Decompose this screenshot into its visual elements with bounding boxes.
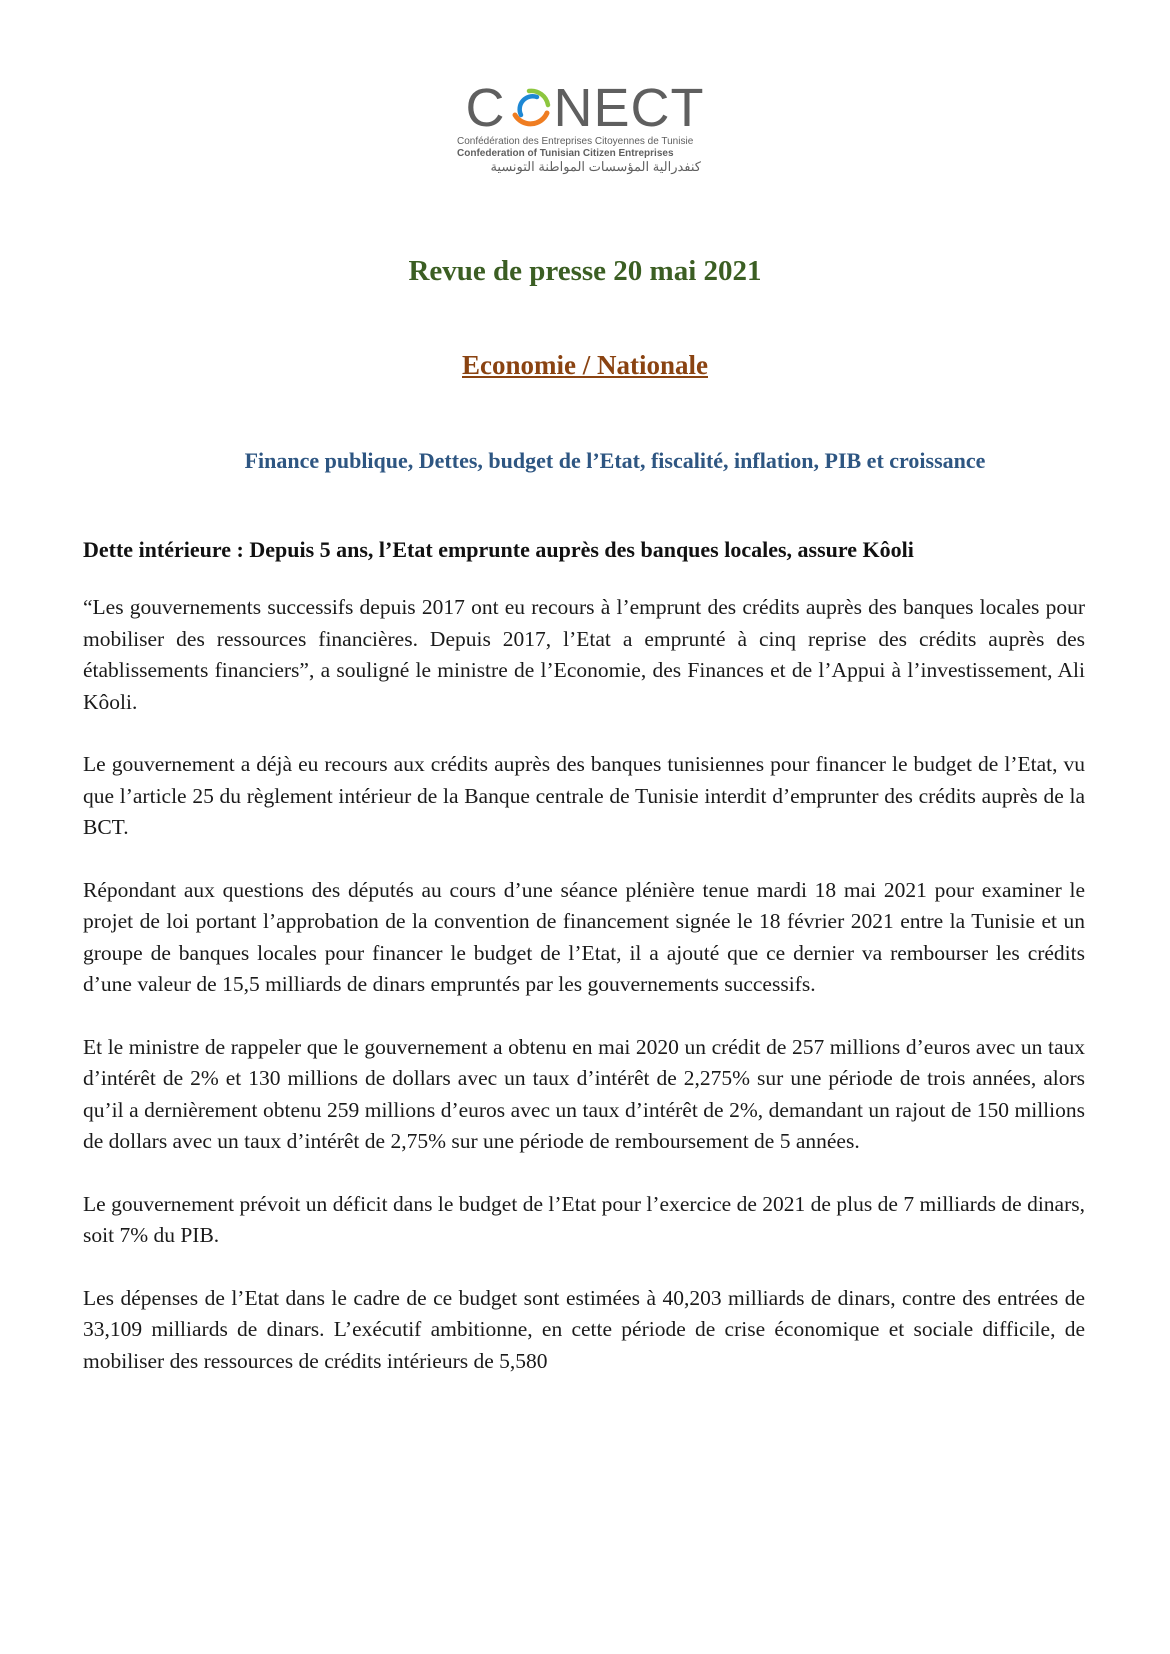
section-heading: Economie / Nationale — [462, 350, 708, 380]
article-paragraph: “Les gouvernements successifs depuis 2017 ont eu recours à l’emprunt des crédits auprès des banques locales pour mobiliser des ressources financières. Depuis 2017, l’Etat a emprunté à cinq reprise des crédits auprès des établissements financiers”, a souligné le ministre de l’Economie, des Finances et de l’Appui à l’investissement, Ali Kôoli. — [83, 595, 1085, 714]
article-paragraph: Le gouvernement prévoit un déficit dans le budget de l’Etat pour l’exercice de 2021 de plus de 7 milliards de dinars, soit 7% du PIB. — [83, 1191, 1085, 1247]
logo-tagline-ar: كنفدرالية المؤسسات المواطنة التونسية — [490, 159, 701, 174]
logo-letters-nect: NECT — [553, 78, 705, 138]
article — [83, 534, 1085, 1408]
article-headline: Dette intérieure : Depuis 5 ans, l’Etat emprunte auprès des banques locales, assure Kôoli — [83, 537, 914, 562]
document-title: Revue de presse 20 mai 2021 — [408, 255, 762, 287]
logo-letter-c: C — [465, 78, 506, 138]
article-paragraph: Le gouvernement a déjà eu recours aux crédits auprès des banques tunisiennes pour financer le budget de l’Etat, vu que l’article 25 du règlement intérieur de la Banque centrale de Tunisie interdit d’emprunter des crédits auprès de la BCT. — [83, 752, 1085, 839]
article-paragraph: Et le ministre de rappeler que le gouvernement a obtenu en mai 2020 un crédit de 257 millions d’euros avec un taux d’intérêt de 2% et 130 millions de dollars avec un taux d’intérêt de 2,275% sur une période de trois années, alors qu’il a dernièrement obtenu 259 millions d’euros avec un taux d’intérêt de 2%, demandant un rajout de 150 millions de dollars avec un taux d’intérêt de 2,75% sur une période de remboursement de 5 années. — [83, 1034, 1085, 1153]
logo-wordmark — [455, 80, 715, 136]
article-paragraph: Les dépenses de l’Etat dans le cadre de ce budget sont estimées à 40,203 milliards de dinars, contre des entrées de 33,109 milliards de dinars. L’exécutif ambitionne, en cette période de crise économique et sociale difficile, de mobiliser des ressources de crédits intérieurs de 5,580 — [83, 1285, 1085, 1373]
logo-rings-icon — [507, 85, 553, 131]
logo-tagline-en: Confederation of Tunisian Citizen Entreprises — [457, 148, 674, 159]
subsection-heading: Finance publique, Dettes, budget de l’Etat, fiscalité, inflation, PIB et croissance — [244, 448, 986, 473]
logo-tagline-fr: Confédération des Entreprises Citoyennes de Tunisie — [457, 136, 694, 147]
article-paragraph: Répondant aux questions des députés au cours d’une séance plénière tenue mardi 18 mai 2021 pour examiner le projet de loi portant l’approbation de la convention de financement signée le 18 février 2021 entre la Tunisie et un groupe de banques locales pour financer le budget de l’Etat, il a ajouté que ce dernier va rembourser les crédits d’une valeur de 15,5 milliards de dinars empruntés par les gouvernements successifs. — [83, 877, 1085, 996]
conect-logo — [455, 80, 715, 190]
